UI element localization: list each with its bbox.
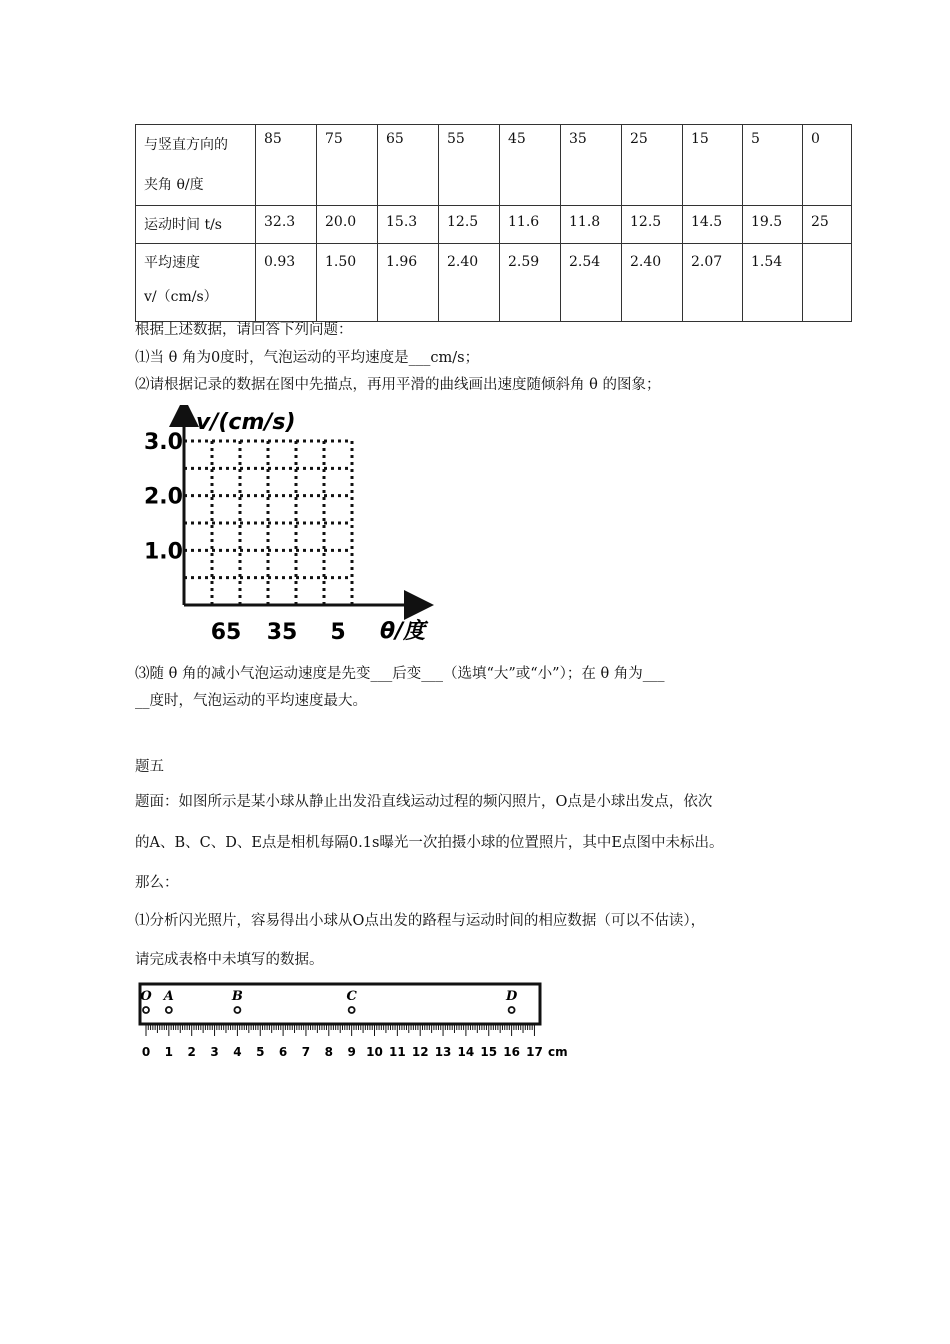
intro-text: 根据上述数据，请回答下列问题： [135,322,353,338]
ruler-number: 11 [388,1045,406,1059]
row-header-line: 平均速度 [144,255,200,271]
y-tick-label: 2.0 [144,484,183,510]
table-cell: 15.3 [378,206,439,244]
ball-position [166,1007,172,1013]
x-tick-label: 65 [210,620,242,645]
chart-grid [184,441,352,605]
point-label: A [163,989,174,1004]
table-cell: 0.93 [256,244,317,322]
y-tick-label: 1.0 [144,539,183,565]
ruler-ticks [146,1024,534,1036]
table-cell: 35 [561,125,622,206]
table-cell: 19.5 [743,206,803,244]
question-2: ⑵请根据记录的数据在图中先描点，再用平滑的曲线画出速度随倾斜角 θ 的图象； [135,377,661,393]
table-cell: 15 [683,125,743,206]
ruler-number: 14 [457,1045,475,1059]
table-cell: 85 [256,125,317,206]
table-cell [803,244,852,322]
question-1: ⑴当 θ 角为0度时，气泡运动的平均速度是___cm/s； [135,350,480,366]
point-label: B [231,989,243,1004]
ruler-numbers [142,1045,543,1059]
ruler-number: 17 [526,1045,543,1059]
problem-5-line-5: 请完成表格中未填写的数据。 [135,952,324,968]
ruler-number: 12 [411,1045,429,1059]
photo-frame [140,984,540,1024]
ruler-unit: cm [548,1045,568,1059]
row-header [136,125,256,206]
table-cell: 25 [622,125,683,206]
row-header-line: v/（cm/s） [144,289,218,305]
row-header-line: 夹角 θ/度 [144,177,204,193]
ruler-number: 13 [434,1045,452,1059]
ruler-number: 15 [480,1045,498,1059]
table-cell: 75 [317,125,378,206]
row-header: 运动时间 t/s [136,206,256,244]
point-label: O [140,989,152,1004]
y-tick-label: 3.0 [144,430,183,455]
row-header [136,244,256,322]
table-cell: 11.6 [500,206,561,244]
table-cell: 65 [378,125,439,206]
ruler-figure [135,980,585,1070]
problem-5-title: 题五 [135,759,164,775]
table-cell: 0 [803,125,852,206]
table-row [136,206,852,244]
ruler-number: 3 [210,1045,219,1059]
table-row [136,125,852,206]
x-tick-label: 35 [266,620,298,645]
ruler-number: 1 [164,1045,174,1059]
y-axis-label: v/(cm/s) [196,410,296,435]
data-table [135,124,852,322]
table-cell: 45 [500,125,561,206]
table-cell: 25 [803,206,852,244]
ruler-number: 2 [187,1045,196,1059]
table-cell: 2.40 [439,244,500,322]
x-axis-label: θ/度 [380,619,426,644]
table-cell: 5 [743,125,803,206]
ruler-number: 8 [324,1045,333,1059]
problem-5-line-3: 那么： [135,875,179,891]
ruler-number: 0 [141,1045,151,1059]
table-cell: 1.96 [378,244,439,322]
ball-position [349,1007,355,1013]
table-cell: 2.07 [683,244,743,322]
question-3-line-2: __度时，气泡运动的平均速度最大。 [135,693,367,709]
table-cell: 11.8 [561,206,622,244]
question-3-line-1: ⑶随 θ 角的减小气泡运动速度是先变___后变___（选填“大”或“小”）；在 θ 角为___ [135,666,665,682]
ruler-number: 4 [233,1045,242,1059]
ruler-number: 6 [278,1045,288,1059]
ruler-number: 16 [503,1045,520,1059]
ruler-number: 7 [301,1045,311,1059]
problem-5-line-1: 题面：如图所示是某小球从静止出发沿直线运动过程的频闪照片，O点是小球出发点，依次 [135,794,713,810]
table-cell: 1.54 [743,244,803,322]
ruler-points [140,989,518,1013]
ruler-number: 10 [366,1045,383,1059]
ball-position [234,1007,240,1013]
point-label: D [505,989,518,1004]
problem-5-line-4: ⑴分析闪光照片，容易得出小球从O点出发的路程与运动时间的相应数据（可以不估读）， [135,913,706,929]
table-cell: 2.59 [500,244,561,322]
point-label: C [346,989,357,1004]
row-header-line: 与竖直方向的 [144,137,228,153]
table-cell: 14.5 [683,206,743,244]
ball-position [143,1007,149,1013]
table-cell: 2.54 [561,244,622,322]
ruler-number: 9 [347,1045,356,1059]
table-cell: 32.3 [256,206,317,244]
table-cell: 55 [439,125,500,206]
problem-5-line-2: 的A、B、C、D、E点是相机每隔0.1s曝光一次拍摄小球的位置照片，其中E点图中未标出。 [135,835,724,851]
table-cell: 12.5 [439,206,500,244]
table-cell: 1.50 [317,244,378,322]
chart-ticks [144,430,346,645]
table-cell: 2.40 [622,244,683,322]
table-cell: 12.5 [622,206,683,244]
speed-angle-chart [140,405,440,650]
ball-position [509,1007,515,1013]
ruler-number: 5 [256,1045,265,1059]
table-cell: 20.0 [317,206,378,244]
table-row [136,244,852,322]
x-tick-label: 5 [330,620,346,645]
